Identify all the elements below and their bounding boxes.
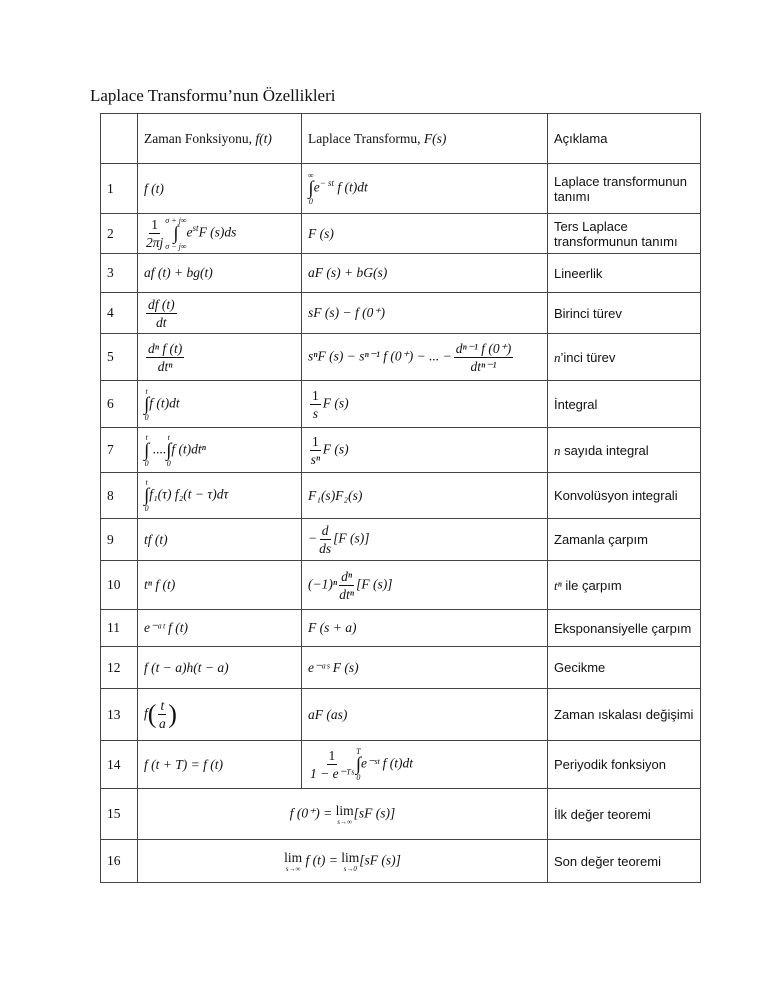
laplace-transform bbox=[302, 164, 548, 214]
integrand: F (s)ds bbox=[198, 224, 237, 240]
numerator: 1 bbox=[312, 387, 319, 403]
table-row bbox=[101, 381, 701, 428]
integral-sign: t ∫ 0 bbox=[144, 478, 150, 513]
base: e bbox=[186, 224, 193, 240]
description-text: ’inci türev bbox=[560, 349, 616, 365]
row-number: 2 bbox=[101, 214, 138, 254]
numerator: 1 bbox=[151, 217, 158, 232]
table-row bbox=[101, 689, 701, 741]
description bbox=[548, 428, 701, 473]
integrand: e⁻ˢᵗ f (t)dt bbox=[361, 755, 413, 771]
time-function: f (t + T) = f (t) bbox=[138, 741, 302, 789]
header-laplace-symbol: F(s) bbox=[423, 130, 447, 146]
numerator: 1 bbox=[328, 748, 336, 763]
integral-lower: 0 bbox=[356, 773, 361, 782]
expression: F (s) bbox=[322, 395, 349, 411]
limit-subscript: s→0 bbox=[343, 864, 357, 873]
description: Birinci türev bbox=[548, 293, 701, 334]
description: Eksponansiyelle çarpım bbox=[548, 610, 701, 647]
fraction bbox=[146, 296, 177, 331]
denominator: sⁿ bbox=[310, 451, 321, 467]
laplace-transform: F (s + a) bbox=[302, 610, 548, 647]
integral-sign: t ∫ 0 bbox=[166, 432, 172, 468]
laplace-properties-table bbox=[100, 113, 701, 883]
time-function bbox=[138, 293, 302, 334]
integral-upper: t bbox=[145, 478, 148, 487]
row-number: 8 bbox=[101, 473, 138, 519]
integrand: f (t)dt bbox=[149, 395, 180, 411]
exponent: − st bbox=[319, 178, 335, 189]
limit-subscript: s→∞ bbox=[337, 817, 352, 826]
expression: (−1)ⁿ bbox=[308, 576, 338, 592]
time-function bbox=[138, 473, 302, 519]
integral-sign: t ∫ 0 bbox=[144, 386, 150, 422]
numerator: dⁿ bbox=[341, 568, 353, 584]
table-row bbox=[101, 789, 701, 840]
limit-label: lim bbox=[341, 849, 360, 865]
row-number: 12 bbox=[101, 647, 138, 689]
laplace-transform: aF (as) bbox=[302, 689, 548, 741]
table-row bbox=[101, 610, 701, 647]
denominator: 1 − e⁻ᵀˢ bbox=[310, 766, 354, 781]
fraction bbox=[454, 340, 514, 375]
fraction bbox=[158, 697, 166, 732]
fraction bbox=[310, 433, 321, 468]
fraction bbox=[146, 216, 163, 251]
header-desc: Açıklama bbox=[548, 114, 701, 164]
laplace-transform: sF (s) − f (0⁺) bbox=[302, 293, 548, 334]
description: Zamanla çarpım bbox=[548, 519, 701, 561]
limit bbox=[336, 803, 354, 826]
fraction bbox=[310, 747, 354, 782]
integral-upper: ∞ bbox=[308, 171, 314, 180]
denominator: dtⁿ bbox=[157, 358, 173, 374]
row-number: 13 bbox=[101, 689, 138, 741]
time-function: f( $\frac{t}{a}$ ) bbox=[138, 689, 302, 741]
function-name: f bbox=[144, 705, 148, 721]
denominator: ds bbox=[319, 541, 332, 556]
table-row bbox=[101, 164, 701, 214]
numerator: dⁿ f (t) bbox=[148, 340, 183, 356]
row-number: 9 bbox=[101, 519, 138, 561]
limit-label: lim bbox=[335, 802, 354, 818]
time-function bbox=[138, 214, 302, 254]
laplace-transform: e⁻ᵃˢ F (s) bbox=[302, 647, 548, 689]
integral-lower: 0 bbox=[166, 458, 171, 468]
laplace-transform: F₁(s)F₂(s) bbox=[302, 473, 548, 519]
integral-sign: T ∫ 0 bbox=[355, 747, 362, 782]
description: Konvolüsyon integrali bbox=[548, 473, 701, 519]
description: İlk değer teoremi bbox=[548, 789, 701, 840]
limit bbox=[341, 850, 359, 873]
row-number: 15 bbox=[101, 789, 138, 840]
denominator: 2πj bbox=[146, 235, 164, 250]
integral-sign: t ∫ 0 bbox=[144, 432, 150, 468]
fraction bbox=[146, 340, 184, 375]
numerator: d bbox=[321, 523, 329, 538]
integrand: f₁(τ) f₂(t − τ)dτ bbox=[149, 486, 229, 502]
time-function: f (t) bbox=[138, 164, 302, 214]
row-number: 16 bbox=[101, 840, 138, 883]
time-function bbox=[138, 428, 302, 473]
description-symbol: tⁿ bbox=[554, 577, 562, 593]
description: Laplace transformunun tanımı bbox=[548, 164, 701, 214]
integral-lower: 0 bbox=[308, 197, 313, 206]
integrand: f (t)dt bbox=[334, 179, 368, 195]
header-laplace-label: Laplace Transformu, bbox=[308, 130, 424, 146]
denominator: s bbox=[312, 405, 318, 421]
laplace-transform: aF (s) + bG(s) bbox=[302, 254, 548, 293]
description-text: sayıda integral bbox=[560, 442, 649, 458]
header-time-label: Zaman Fonksiyonu, bbox=[144, 130, 256, 146]
row-number: 11 bbox=[101, 610, 138, 647]
table-row bbox=[101, 840, 701, 883]
fraction bbox=[339, 568, 354, 603]
integral-upper: t bbox=[145, 432, 148, 442]
integral-lower: 0 bbox=[144, 412, 149, 422]
row-number: 3 bbox=[101, 254, 138, 293]
integral-upper: T bbox=[356, 747, 361, 756]
time-function: e⁻ᵃᵗ f (t) bbox=[138, 610, 302, 647]
integral-upper: σ + j∞ bbox=[165, 216, 187, 225]
description-text: ile çarpım bbox=[561, 577, 622, 593]
row-number: 4 bbox=[101, 293, 138, 334]
denominator: dtⁿ bbox=[339, 586, 354, 602]
laplace-transform bbox=[302, 741, 548, 789]
numerator: t bbox=[160, 698, 165, 713]
time-function: af (t) + bg(t) bbox=[138, 254, 302, 293]
description: Periyodik fonksiyon bbox=[548, 741, 701, 789]
numerator: dⁿ⁻¹ f (0⁺) bbox=[455, 340, 512, 356]
limit-subscript: s→∞ bbox=[285, 864, 301, 873]
header-time bbox=[138, 114, 302, 164]
time-function bbox=[138, 381, 302, 428]
table-row bbox=[101, 334, 701, 381]
denominator: a bbox=[158, 716, 166, 731]
row-number: 6 bbox=[101, 381, 138, 428]
header-time-symbol: f(t) bbox=[255, 130, 272, 146]
laplace-transform bbox=[302, 561, 548, 610]
integral-sign: σ + j∞ ∫ σ − j∞ bbox=[165, 216, 187, 251]
header-num bbox=[101, 114, 138, 164]
row-number: 7 bbox=[101, 428, 138, 473]
integral-upper: t bbox=[145, 386, 148, 396]
fraction bbox=[319, 522, 331, 557]
table-row bbox=[101, 254, 701, 293]
expression: [F (s)] bbox=[356, 576, 393, 592]
row-number: 5 bbox=[101, 334, 138, 381]
time-function: f (t − a)h(t − a) bbox=[138, 647, 302, 689]
description: İntegral bbox=[548, 381, 701, 428]
integral-sign: ∞ ∫ 0 bbox=[308, 171, 314, 206]
table-row bbox=[101, 561, 701, 610]
expression: F (s) bbox=[322, 441, 349, 457]
description: Zaman ıskalası değişimi bbox=[548, 689, 701, 741]
header-laplace bbox=[302, 114, 548, 164]
integral-upper: t bbox=[167, 432, 170, 442]
table-row bbox=[101, 519, 701, 561]
integral-lower: 0 bbox=[144, 504, 149, 513]
expression: [F (s)] bbox=[333, 530, 370, 546]
limit-label: lim bbox=[284, 849, 303, 865]
expression: sⁿF (s) − sⁿ⁻¹ f (0⁺) − ... − bbox=[308, 348, 452, 364]
denominator: dtⁿ⁻¹ bbox=[470, 358, 497, 374]
description-symbol: n bbox=[554, 442, 561, 458]
integral-lower: σ − j∞ bbox=[165, 242, 187, 251]
description bbox=[548, 561, 701, 610]
limit bbox=[284, 850, 302, 873]
row-number: 10 bbox=[101, 561, 138, 610]
ellipsis: .... bbox=[152, 441, 167, 457]
description bbox=[548, 334, 701, 381]
laplace-transform bbox=[302, 519, 548, 561]
denominator: dt bbox=[156, 314, 167, 330]
description: Lineerlik bbox=[548, 254, 701, 293]
integrand: f (t)dtⁿ bbox=[171, 441, 206, 457]
expression: f (0⁺) = bbox=[289, 805, 336, 821]
table-row bbox=[101, 741, 701, 789]
initial-value-formula bbox=[138, 789, 548, 840]
numerator: df (t) bbox=[148, 296, 175, 312]
integral-lower: 0 bbox=[144, 458, 149, 468]
table-row bbox=[101, 214, 701, 254]
laplace-transform: F (s) bbox=[302, 214, 548, 254]
laplace-transform bbox=[302, 428, 548, 473]
description: Son değer teoremi bbox=[548, 840, 701, 883]
expression: − bbox=[308, 530, 318, 546]
description-symbol: n bbox=[554, 349, 561, 365]
final-value-formula bbox=[138, 840, 548, 883]
table-header bbox=[101, 114, 701, 164]
expression: f (t) = bbox=[302, 852, 342, 868]
time-function: tⁿ f (t) bbox=[138, 561, 302, 610]
laplace-transform bbox=[302, 334, 548, 381]
description: Gecikme bbox=[548, 647, 701, 689]
table-row bbox=[101, 293, 701, 334]
row-number: 1 bbox=[101, 164, 138, 214]
description: Ters Laplace transformunun tanımı bbox=[548, 214, 701, 254]
expression: [sF (s)] bbox=[359, 852, 401, 868]
table-row bbox=[101, 473, 701, 519]
time-function: tf (t) bbox=[138, 519, 302, 561]
exponent: st bbox=[192, 223, 199, 234]
row-number: 14 bbox=[101, 741, 138, 789]
table-row bbox=[101, 647, 701, 689]
table-row bbox=[101, 428, 701, 473]
time-function bbox=[138, 334, 302, 381]
base: e bbox=[313, 179, 320, 195]
laplace-transform bbox=[302, 381, 548, 428]
numerator: 1 bbox=[312, 433, 319, 449]
page-title: Laplace Transformu’nun Özellikleri bbox=[90, 86, 336, 105]
fraction bbox=[310, 387, 321, 422]
expression: [sF (s)] bbox=[353, 805, 396, 821]
